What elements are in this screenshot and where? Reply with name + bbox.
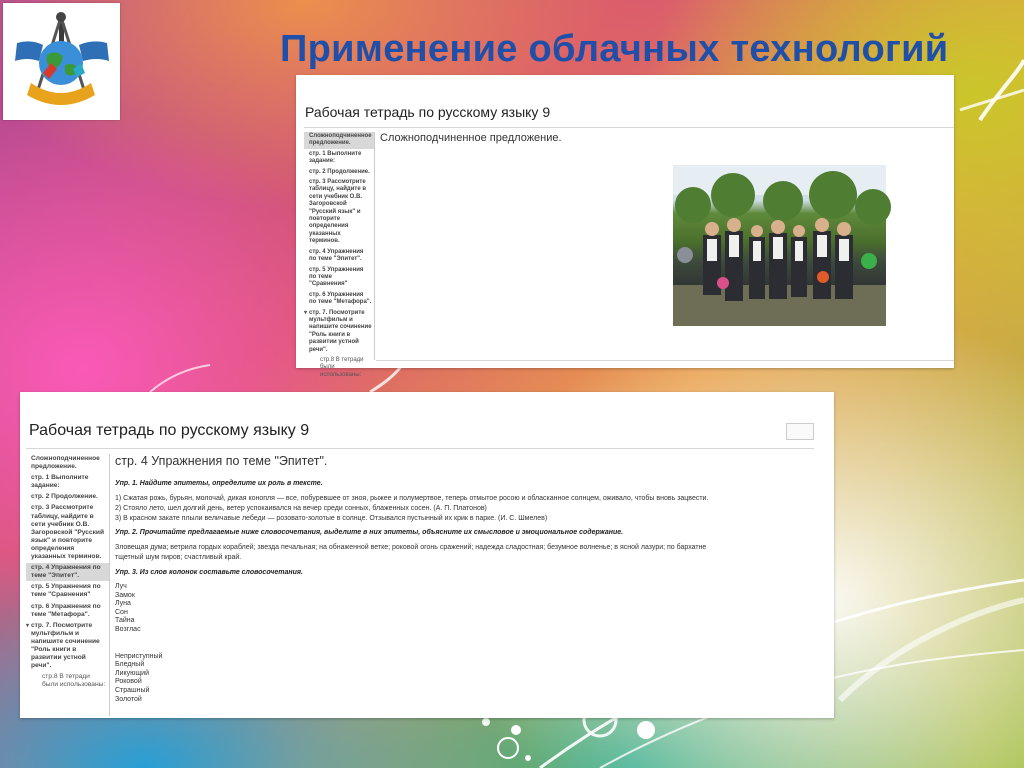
- page-content: [115, 454, 821, 704]
- footer-divider: [376, 360, 954, 361]
- task1-line: 2) Стояло лето, шел долгий день, ветер успокаивался на вечер среди сонных, блаженных сосен. (А. П. Платонов): [115, 504, 487, 512]
- sidebar-item-page-0[interactable]: Сложноподчиненное предложение.: [304, 132, 374, 149]
- task2-title: Упр. 2. Прочитайте предлагаемые ниже словосочетания, выделите в них эпитеты, объясните их смысловое и эмоциональное содержание.: [115, 529, 624, 537]
- globe-compass-logo-icon: [3, 3, 120, 120]
- sidebar-item-page-4[interactable]: стр. 4 Упражнения по теме "Эпитет".: [309, 248, 364, 263]
- page-heading: Сложноподчиненное предложение.: [380, 132, 562, 144]
- school-logo: [3, 3, 120, 120]
- sidebar-item-page-2[interactable]: стр. 2 Продолжение.: [31, 493, 98, 501]
- divider: [26, 448, 814, 449]
- task1-line: 3) В красном закате плыли величавые лебеди — розовато-золотые в солнце. Отзывался пустынный их крик в парке. (И. С. Шмелев): [115, 514, 548, 522]
- workbook-screenshot-top: [296, 75, 954, 378]
- spacer: [115, 635, 821, 653]
- word-column-2: [115, 653, 821, 705]
- sidebar-item-page-4[interactable]: стр. 4 Упражнения по теме "Эпитет".: [26, 563, 109, 581]
- list-item: Сон: [115, 608, 128, 616]
- sidebar-item-page-1[interactable]: стр. 1 Выполните задание:: [31, 474, 89, 490]
- sidebar-item-page-6[interactable]: стр. 6 Упражнения по теме "Метафора".: [31, 602, 101, 618]
- sidebar-nav: [304, 132, 375, 378]
- sidebar-nav: [26, 454, 110, 716]
- class-photo: [673, 165, 886, 326]
- list-item: Луч: [115, 582, 127, 590]
- sidebar-item-page-5[interactable]: стр. 5 Упражнения по теме "Сравнения": [31, 583, 101, 599]
- workbook-title: Рабочая тетрадь по русскому языку 9: [305, 104, 551, 120]
- sidebar-item-page-8[interactable]: стр.8 В тетради были использованы:: [42, 673, 106, 689]
- list-item: Роковой: [115, 678, 142, 686]
- sidebar-item-page-2[interactable]: стр. 2 Продолжение.: [309, 168, 370, 175]
- task2-line: тщетный шум пиров; счастливый край.: [115, 554, 242, 562]
- page-heading: стр. 4 Упражнения по теме "Эпитет".: [115, 454, 328, 468]
- workbook-title: Рабочая тетрадь по русскому языку 9: [29, 422, 310, 439]
- sidebar-item-page-7[interactable]: ▾ стр. 7. Посмотрите мультфильм и напишите сочинение "Роль книги в развитии устной речи".: [304, 309, 374, 355]
- group-photo-image: [673, 165, 886, 326]
- sidebar-item-page-8[interactable]: стр.8 В тетради были использованы:: [320, 356, 364, 378]
- list-item: Бледный: [115, 661, 145, 669]
- task1-title: Упр. 1. Найдите эпитеты, определите их роль в тексте.: [115, 480, 323, 487]
- list-item: Тайна: [115, 617, 135, 625]
- list-item: Замок: [115, 591, 135, 599]
- list-item: Луна: [115, 600, 131, 608]
- list-item: Страшный: [115, 686, 150, 694]
- sidebar-item-page-7[interactable]: ▾ стр. 7. Посмотрите мультфильм и напишите сочинение "Роль книги в развитии устной речи".: [26, 621, 109, 672]
- list-item: Возглас: [115, 625, 141, 633]
- task2-line: Зловещая дума; ветрила гордых кораблей; звезда печальная; на обнаженной ветке; роковой огонь сражений; надежда сладостная; безумное волненье; в ясной лазури; по бархатне: [115, 544, 707, 552]
- page-nav-button[interactable]: [786, 423, 814, 440]
- workbook-screenshot-bottom: [20, 392, 834, 718]
- sidebar-item-page-1[interactable]: стр. 1 Выполните задание:: [309, 150, 362, 165]
- task3-title: Упр. 3. Из слов колонок составьте словосочетания.: [115, 568, 303, 576]
- sidebar-item-page-3[interactable]: стр. 3 Рассмотрите таблицу, найдите в сети учебник О.В. Загоровской "Русский язык" и повторите определения указанных терминов.: [31, 504, 104, 561]
- list-item: Неприступный: [115, 652, 163, 660]
- sidebar-item-page-0[interactable]: Сложноподчиненное предложение.: [31, 455, 100, 471]
- slide-title: Применение облачных технологий: [280, 28, 949, 70]
- task1-line: 1) Сжатая рожь, бурьян, молочай, дикая конопля — все, побуревшее от зноя, рыжее и полумертвое, теперь отмытое росою и обласканное солнцем, оживало, чтобы вновь зацвести.: [115, 495, 709, 502]
- sidebar-item-page-5[interactable]: стр. 5 Упражнения по теме "Сравнения": [309, 266, 364, 288]
- sidebar-item-page-6[interactable]: стр. 6 Упражнения по теме "Метафора".: [309, 291, 372, 306]
- list-item: Ликующий: [115, 669, 149, 677]
- page-content: [380, 132, 562, 144]
- list-item: Золотой: [115, 695, 142, 703]
- sidebar-item-page-3[interactable]: стр. 3 Рассмотрите таблицу, найдите в сети учебник О.В. Загоровской "Русский язык" и повторите определения указанных терминов.: [309, 179, 367, 245]
- word-column-1: [115, 583, 821, 635]
- divider: [304, 127, 954, 128]
